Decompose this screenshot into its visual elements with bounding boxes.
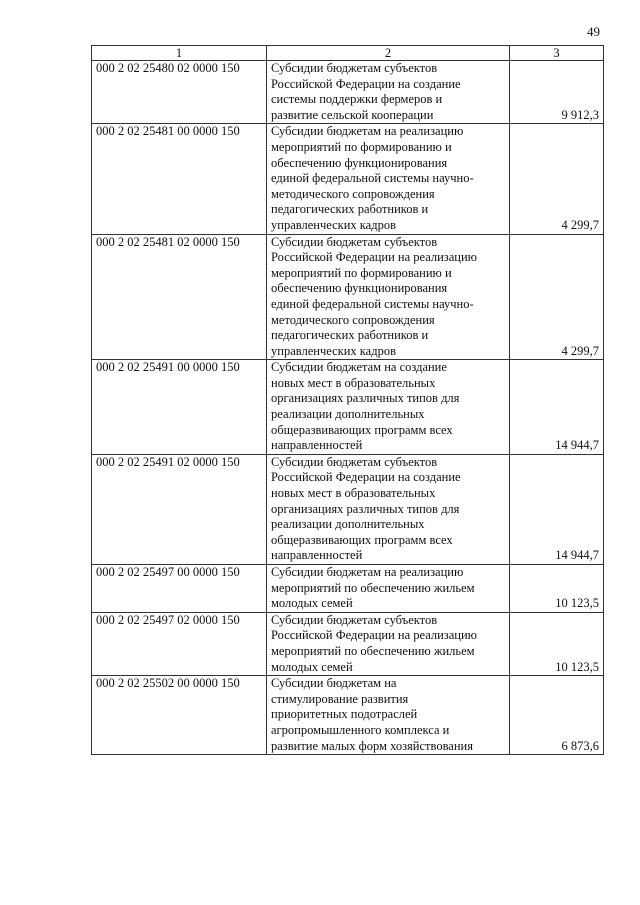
description-cell [267,565,510,613]
budget-code-cell: 000 2 02 25481 02 0000 150 [92,234,267,360]
description-line: молодых семей [271,659,353,674]
description-line: Субсидии бюджетам субъектов [271,612,438,627]
description-line: единой федеральной системы научно- [271,171,474,186]
description-line: Субсидии бюджетам на реализацию [271,565,464,579]
description-cell [267,454,510,564]
amount-cell: 4 299,7 [510,234,604,360]
description-line: агропромышленного комплекса и [271,722,450,737]
description-line: управленческих кадров [271,343,396,358]
table-body [92,61,604,755]
amount-cell: 4 299,7 [510,124,604,234]
description-line: Субсидии бюджетам на реализацию [271,124,464,139]
description-line: новых мест в образовательных [271,375,436,390]
description-line: общеразвивающих программ всех [271,532,453,547]
budget-code-cell: 000 2 02 25491 02 0000 150 [92,454,267,564]
description-cell [267,360,510,455]
description-line: педагогических работников и [271,202,429,217]
description-line: Субсидии бюджетам субъектов [271,234,438,249]
description-line: Российской Федерации на реализацию [271,628,477,643]
amount-cell: 6 873,6 [510,676,604,755]
description-line: Субсидии бюджетам субъектов [271,61,438,75]
description-line: мероприятий по обеспечению жильем [271,643,475,658]
budget-table [91,45,604,755]
table-row [92,454,604,564]
column-header-code: 1 [92,46,267,61]
description-line: педагогических работников и [271,328,429,343]
description-line: развитие сельской кооперации [271,107,434,122]
table-row [92,124,604,234]
description-line: направленностей [271,548,363,563]
description-cell [267,124,510,234]
description-line: мероприятий по обеспечению жильем [271,580,475,595]
description-line: обеспечению функционирования [271,281,448,296]
amount-cell: 9 912,3 [510,61,604,124]
amount-cell: 14 944,7 [510,360,604,455]
description-line: новых мест в образовательных [271,486,436,501]
description-line: методического сопровождения [271,186,435,201]
description-cell [267,61,510,124]
budget-code-cell: 000 2 02 25497 00 0000 150 [92,565,267,613]
description-cell [267,612,510,675]
column-header-amount: 3 [510,46,604,61]
table-row [92,612,604,675]
column-header-description: 2 [267,46,510,61]
budget-code-cell: 000 2 02 25502 00 0000 150 [92,676,267,755]
description-line: системы поддержки фермеров и [271,92,443,107]
description-line: Российской Федерации на создание [271,470,461,485]
amount-cell: 10 123,5 [510,612,604,675]
amount-cell: 10 123,5 [510,565,604,613]
description-cell [267,234,510,360]
description-line: направленностей [271,438,363,453]
description-line: организациях различных типов для [271,501,460,516]
description-cell [267,676,510,755]
description-line: Субсидии бюджетам субъектов [271,454,438,469]
table-row [92,676,604,755]
page-number: 49 [587,24,600,39]
description-line: стимулирование развития [271,691,409,706]
budget-code-cell: 000 2 02 25481 00 0000 150 [92,124,267,234]
table-row [92,565,604,613]
description-line: методического сопровождения [271,312,435,327]
description-line: общеразвивающих программ всех [271,422,453,437]
budget-code-cell: 000 2 02 25480 02 0000 150 [92,61,267,124]
description-line: мероприятий по формированию и [271,139,452,154]
description-line: реализации дополнительных [271,517,425,532]
description-line: организациях различных типов для [271,391,460,406]
description-line: Российской Федерации на создание [271,76,461,91]
description-line: единой федеральной системы научно- [271,296,474,311]
description-line: Субсидии бюджетам на [271,676,397,691]
table-row [92,61,604,124]
description-line: мероприятий по формированию и [271,265,452,280]
table-row [92,360,604,455]
header-row [92,46,604,61]
description-line: развитие малых форм хозяйствования [271,738,473,753]
table-header [92,46,604,61]
budget-code-cell: 000 2 02 25491 00 0000 150 [92,360,267,455]
description-line: обеспечению функционирования [271,155,448,170]
table-row [92,234,604,360]
description-line: реализации дополнительных [271,407,425,422]
description-line: молодых семей [271,596,353,611]
description-line: управленческих кадров [271,217,396,232]
amount-cell: 14 944,7 [510,454,604,564]
description-line: Российской Федерации на реализацию [271,250,477,265]
description-line: приоритетных подотраслей [271,707,418,722]
description-line: Субсидии бюджетам на создание [271,360,447,375]
budget-code-cell: 000 2 02 25497 02 0000 150 [92,612,267,675]
